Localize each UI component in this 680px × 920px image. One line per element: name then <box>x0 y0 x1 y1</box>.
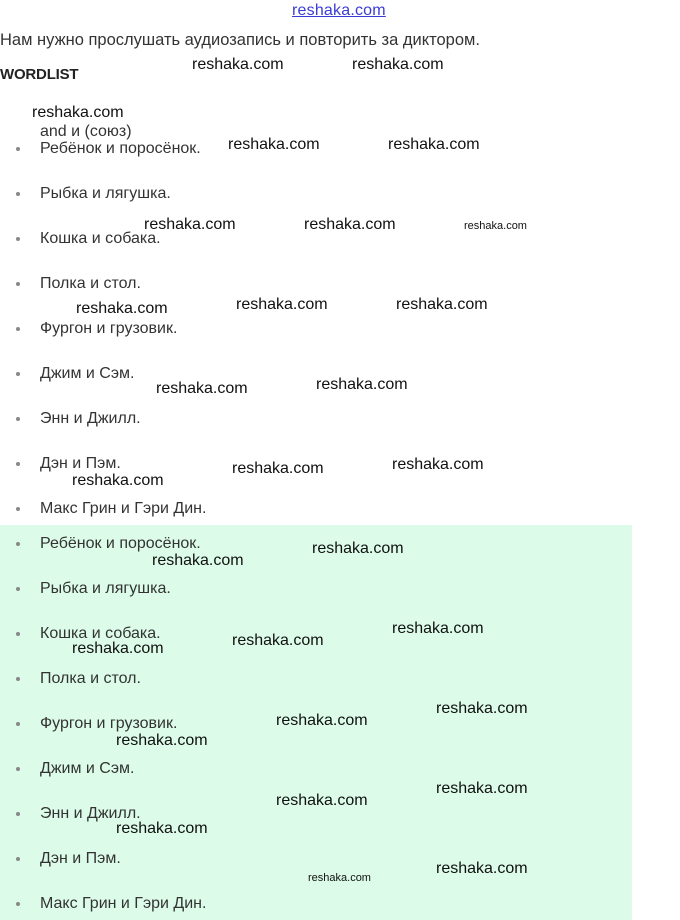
watermark: reshaka.com <box>464 220 527 232</box>
watermark: reshaka.com <box>228 136 320 153</box>
bullet-icon <box>16 587 20 591</box>
watermark: reshaka.com <box>388 136 480 153</box>
watermark: reshaka.com <box>352 56 444 73</box>
watermark: reshaka.com <box>436 780 528 797</box>
watermark: reshaka.com <box>152 552 244 569</box>
watermark: reshaka.com <box>232 460 324 477</box>
watermark: reshaka.com <box>276 712 368 729</box>
watermark: reshaka.com <box>116 820 208 837</box>
watermark: reshaka.com <box>232 632 324 649</box>
watermark: reshaka.com <box>392 620 484 637</box>
site-link[interactable]: reshaka.com <box>292 2 386 19</box>
bullet-icon <box>16 542 20 546</box>
bullet-icon <box>16 372 20 376</box>
bullet-icon <box>16 417 20 421</box>
bullet-icon <box>16 192 20 196</box>
watermark: reshaka.com <box>308 872 371 884</box>
watermark: reshaka.com <box>192 56 284 73</box>
bullet-icon <box>16 327 20 331</box>
bullet-icon <box>16 507 20 511</box>
clipped-text: and и (союз) <box>40 123 132 140</box>
watermark: reshaka.com <box>72 472 164 489</box>
wordlist-heading: WORDLIST <box>0 66 79 83</box>
watermark: reshaka.com <box>316 376 408 393</box>
bullet-icon <box>16 902 20 906</box>
bullet-icon <box>16 237 20 241</box>
bullet-icon <box>16 282 20 286</box>
bullet-icon <box>16 812 20 816</box>
bullet-icon <box>16 677 20 681</box>
bullet-icon <box>16 857 20 861</box>
watermark: reshaka.com <box>396 296 488 313</box>
bullet-icon <box>16 722 20 726</box>
watermark: reshaka.com <box>144 216 236 233</box>
watermark: reshaka.com <box>156 380 248 397</box>
intro-text: Нам нужно прослушать аудиозапись и повторить за диктором. <box>0 31 480 49</box>
watermark: reshaka.com <box>236 296 328 313</box>
watermark: reshaka.com <box>304 216 396 233</box>
watermark: reshaka.com <box>436 700 528 717</box>
watermark: reshaka.com <box>32 104 124 121</box>
bullet-icon <box>16 767 20 771</box>
watermark: reshaka.com <box>436 860 528 877</box>
watermark: reshaka.com <box>116 732 208 749</box>
bullet-icon <box>16 462 20 466</box>
bullet-icon <box>16 632 20 636</box>
watermark: reshaka.com <box>72 640 164 657</box>
watermark: reshaka.com <box>76 300 168 317</box>
bullet-icon <box>16 147 20 151</box>
watermark: reshaka.com <box>392 456 484 473</box>
watermark: reshaka.com <box>312 540 404 557</box>
watermark: reshaka.com <box>276 792 368 809</box>
